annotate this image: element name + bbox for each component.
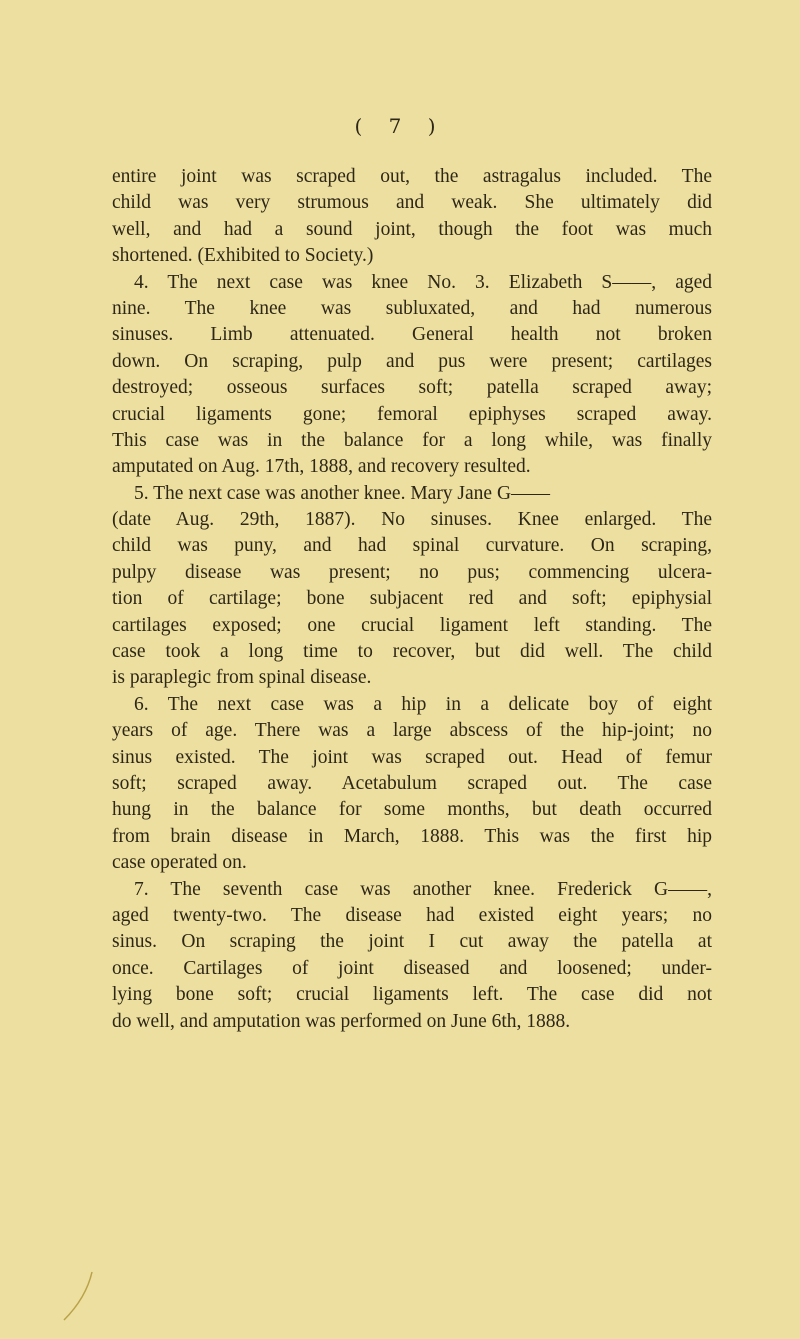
text-line: do well, and amputation was performed on June 6th, 1888. (112, 1010, 571, 1032)
text-line: well, and had a sound joint, though the foot was much (112, 218, 712, 240)
text-line: sinus. On scraping the joint I cut away the patella at (112, 931, 712, 953)
text-line: case took a long time to recover, but did well. The child (112, 641, 712, 663)
text-line: shortened. (Exhibited to Society.) (112, 245, 374, 267)
text-line: entire joint was scraped out, the astragalus included. The (112, 166, 712, 187)
text-line: nine. The knee was subluxated, and had numerous (112, 297, 712, 319)
text-line: sinuses. Limb attenuated. General health not broken (112, 324, 712, 346)
text-line: destroyed; osseous surfaces soft; patella scraped away; (112, 377, 712, 399)
text-line: 4. The next case was knee No. 3. Elizabeth S——, aged (134, 271, 712, 293)
text-line: 6. The next case was a hip in a delicate boy of eight (134, 693, 712, 715)
text-line: from brain disease in March, 1888. This was the first hip (112, 825, 712, 847)
text-line: 7. The seventh case was another knee. Frederick G——, (134, 878, 712, 900)
text-line: case operated on. (112, 852, 247, 874)
text-line: 5. The next case was another knee. Mary Jane G—— (134, 482, 551, 504)
text-line: down. On scraping, pulp and pus were present; cartilages (112, 350, 712, 372)
text-line: hung in the balance for some months, but death occurred (112, 799, 712, 821)
text-line: This case was in the balance for a long while, was finally (112, 429, 712, 451)
page-number: ( 7 ) (354, 114, 446, 138)
text-line: lying bone soft; crucial ligaments left. The case did not (112, 984, 712, 1006)
text-line: child was puny, and had spinal curvature. On scraping, (112, 535, 712, 557)
text-line: sinus existed. The joint was scraped out. Head of femur (112, 746, 712, 768)
text-line: years of age. There was a large abscess of the hip-joint; no (112, 720, 712, 742)
text-line: child was very strumous and weak. She ultimately did (112, 192, 712, 214)
text-line: crucial ligaments gone; femoral epiphyses scraped away. (112, 403, 712, 425)
text-line: is paraplegic from spinal disease. (112, 667, 372, 689)
body-text (112, 164, 712, 1035)
text-line: (date Aug. 29th, 1887). No sinuses. Knee enlarged. The (112, 509, 712, 531)
text-line: aged twenty-two. The disease had existed eight years; no (112, 904, 712, 926)
pencil-mark (58, 1268, 98, 1328)
text-line: cartilages exposed; one crucial ligament left standing. The (112, 614, 712, 636)
text-line: tion of cartilage; bone subjacent red and soft; epiphysial (112, 588, 712, 610)
text-line: pulpy disease was present; no pus; commencing ulcera- (112, 561, 712, 583)
text-line: amputated on Aug. 17th, 1888, and recovery resulted. (112, 456, 531, 478)
text-line: once. Cartilages of joint diseased and loosened; under- (112, 957, 712, 979)
text-line: soft; scraped away. Acetabulum scraped out. The case (112, 772, 712, 794)
